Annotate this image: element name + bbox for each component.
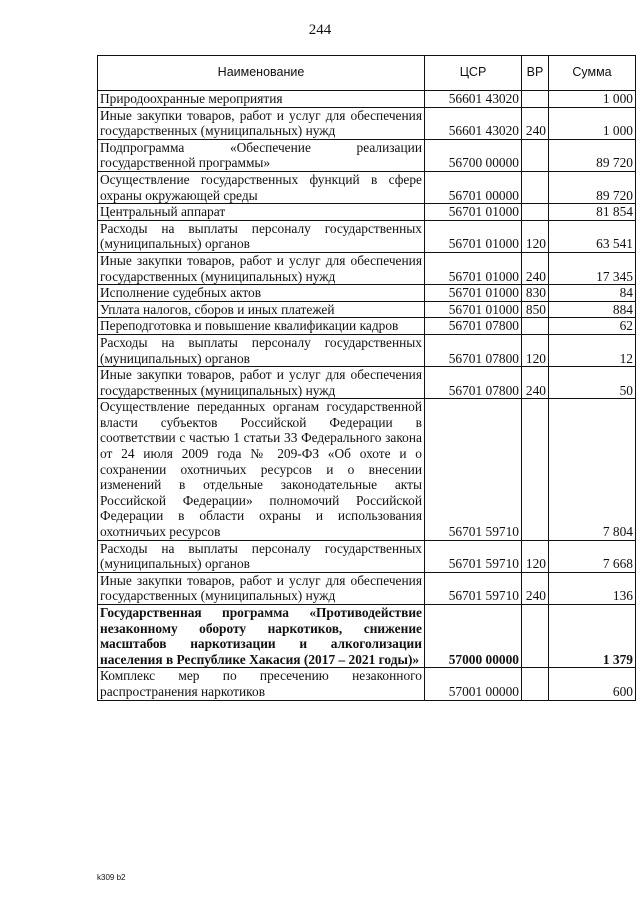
row-name: Исполнение судебных актов [98, 285, 425, 302]
row-vr: 120 [522, 220, 549, 252]
row-sum: 89 720 [549, 171, 636, 203]
row-name: Расходы на выплаты персоналу государственных (муниципальных) органов [98, 220, 425, 252]
table-row [98, 139, 636, 171]
row-vr [522, 605, 549, 668]
row-sum: 1 000 [549, 91, 636, 108]
row-sum: 600 [549, 668, 636, 700]
row-name: Уплата налогов, сборов и иных платежей [98, 301, 425, 318]
row-csr: 56701 07800 [425, 367, 522, 399]
row-vr [522, 668, 549, 700]
header-vr: ВР [522, 56, 549, 91]
row-vr: 240 [522, 572, 549, 604]
row-vr: 240 [522, 367, 549, 399]
row-vr: 830 [522, 285, 549, 302]
row-vr: 120 [522, 334, 549, 366]
table-row [98, 301, 636, 318]
table-row [98, 367, 636, 399]
row-name: Расходы на выплаты персоналу государственных (муниципальных) органов [98, 540, 425, 572]
row-csr: 56701 07800 [425, 334, 522, 366]
row-csr: 56601 43020 [425, 91, 522, 108]
table-header-row [98, 56, 636, 91]
table-row [98, 540, 636, 572]
row-sum: 89 720 [549, 139, 636, 171]
row-sum: 7 804 [549, 399, 636, 540]
row-name: Иные закупки товаров, работ и услуг для обеспечения государственных (муниципальных) нужд [98, 572, 425, 604]
row-name: Иные закупки товаров, работ и услуг для обеспечения государственных (муниципальных) нужд [98, 367, 425, 399]
row-name: Подпрограмма «Обеспечение реализации государственной программы» [98, 139, 425, 171]
row-csr: 56701 00000 [425, 171, 522, 203]
row-vr [522, 171, 549, 203]
row-sum: 17 345 [549, 252, 636, 284]
table-row [98, 668, 636, 700]
row-sum: 136 [549, 572, 636, 604]
row-name: Комплекс мер по пресечению незаконного распространения наркотиков [98, 668, 425, 700]
row-sum: 884 [549, 301, 636, 318]
row-name: Центральный аппарат [98, 204, 425, 221]
row-csr: 56701 01000 [425, 285, 522, 302]
row-name: Природоохранные мероприятия [98, 91, 425, 108]
table-row [98, 220, 636, 252]
row-csr: 56701 59710 [425, 540, 522, 572]
row-name: Иные закупки товаров, работ и услуг для обеспечения государственных (муниципальных) нужд [98, 252, 425, 284]
row-sum: 1 379 [549, 605, 636, 668]
row-sum: 84 [549, 285, 636, 302]
row-name: Расходы на выплаты персоналу государственных (муниципальных) органов [98, 334, 425, 366]
row-csr: 56701 01000 [425, 301, 522, 318]
row-vr [522, 399, 549, 540]
row-name: Осуществление переданных органам государственной власти субъектов Российской Федерации в соответствии с частью 1 статьи 33 Федерального закона от 24 июля 2009 года № 209-ФЗ «Об охоте и о сохранении охотничьих ресурсов и о внесении изменений в отдельные законодательные акты Российской Федерации» полномочий Российской Федерации в области охраны и использования охотничьих ресурсов [98, 399, 425, 540]
row-csr: 56701 01000 [425, 204, 522, 221]
row-sum: 81 854 [549, 204, 636, 221]
row-vr: 240 [522, 107, 549, 139]
table-row [98, 171, 636, 203]
row-csr: 57000 00000 [425, 605, 522, 668]
table-row [98, 318, 636, 335]
row-name: Осуществление государственных функций в сфере охраны окружающей среды [98, 171, 425, 203]
row-sum: 62 [549, 318, 636, 335]
row-sum: 1 000 [549, 107, 636, 139]
row-sum: 12 [549, 334, 636, 366]
row-sum: 7 668 [549, 540, 636, 572]
row-name: Иные закупки товаров, работ и услуг для обеспечения государственных (муниципальных) нужд [98, 107, 425, 139]
table-row [98, 334, 636, 366]
table-row [98, 252, 636, 284]
row-sum: 50 [549, 367, 636, 399]
row-name: Государственная программа «Противодействие незаконному обороту наркотиков, снижение масштабов наркотизации и алкоголизации населения в Республике Хакасия (2017 – 2021 годы)» [98, 605, 425, 668]
row-csr: 56701 07800 [425, 318, 522, 335]
row-vr [522, 139, 549, 171]
row-csr: 56701 01000 [425, 220, 522, 252]
row-vr: 850 [522, 301, 549, 318]
row-sum: 63 541 [549, 220, 636, 252]
header-sum: Сумма [549, 56, 636, 91]
table-row [98, 399, 636, 540]
row-vr: 240 [522, 252, 549, 284]
table-row [98, 204, 636, 221]
row-vr [522, 91, 549, 108]
row-csr: 56701 59710 [425, 399, 522, 540]
footer-code: k309 b2 [97, 873, 126, 882]
header-name: Наименование [98, 56, 425, 91]
table-row [98, 285, 636, 302]
table-row [98, 91, 636, 108]
row-csr: 56601 43020 [425, 107, 522, 139]
table-row [98, 605, 636, 668]
row-csr: 56701 59710 [425, 572, 522, 604]
row-csr: 56701 01000 [425, 252, 522, 284]
row-name: Переподготовка и повышение квалификации кадров [98, 318, 425, 335]
table-row [98, 572, 636, 604]
row-csr: 56700 00000 [425, 139, 522, 171]
budget-table [97, 55, 636, 701]
row-vr [522, 204, 549, 221]
row-csr: 57001 00000 [425, 668, 522, 700]
header-csr: ЦСР [425, 56, 522, 91]
row-vr [522, 318, 549, 335]
row-vr: 120 [522, 540, 549, 572]
page-number: 244 [308, 22, 332, 38]
table-row [98, 107, 636, 139]
